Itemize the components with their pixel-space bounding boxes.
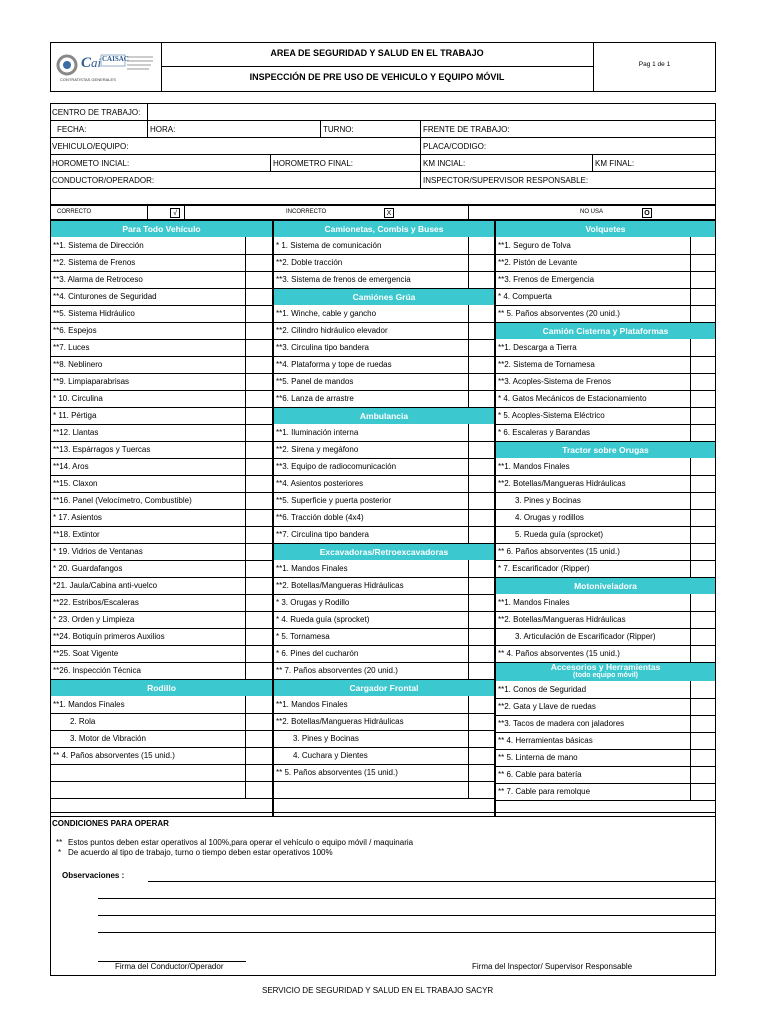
- checklist-item-checkbox[interactable]: [246, 408, 272, 423]
- checklist-item-checkbox[interactable]: [469, 629, 494, 644]
- checklist-item-label: **4. Cinturones de Seguridad: [53, 292, 157, 301]
- checklist-item-checkbox[interactable]: [246, 476, 272, 491]
- section-header: [274, 408, 494, 424]
- checklist-item-label: **1. Mandos Finales: [498, 598, 570, 607]
- checklist-item-label: ** 6. Paños absorventes (15 unid.): [498, 547, 620, 556]
- checklist-item-label: * 5. Acoples-Sistema Eléctrico: [498, 411, 605, 420]
- checklist-item-checkbox[interactable]: [469, 272, 494, 287]
- checklist-item-checkbox[interactable]: [246, 578, 272, 593]
- checklist-item-checkbox[interactable]: [246, 255, 272, 270]
- info-row-line: [50, 120, 716, 121]
- checklist-item-label: 5. Rueda guía (sprocket): [515, 530, 604, 539]
- checklist-item-label: **2. Gata y Llave de ruedas: [498, 702, 596, 711]
- checklist-item-checkbox[interactable]: [691, 561, 715, 576]
- checklist-item-checkbox[interactable]: [469, 238, 494, 253]
- checklist-item-checkbox[interactable]: [469, 374, 494, 389]
- checklist-item-checkbox[interactable]: [691, 459, 715, 474]
- checklist-item-checkbox[interactable]: [469, 476, 494, 491]
- centro-trabajo-label: CENTRO DE TRABAJO:: [52, 108, 141, 117]
- checklist-item-checkbox[interactable]: [246, 595, 272, 610]
- checklist-item-label: * 20. Guardafangos: [53, 564, 123, 573]
- checklist-item-checkbox[interactable]: [469, 595, 494, 610]
- checklist-item-checkbox[interactable]: [469, 578, 494, 593]
- checklist-item-checkbox[interactable]: [691, 374, 715, 389]
- checklist-item-label: **3. Equipo de radiocomunicación: [276, 462, 397, 471]
- checklist-item-label: * 3. Orugas y Rodillo: [276, 598, 350, 607]
- checklist-item-label: **25. Soat Vigente: [53, 649, 119, 658]
- section-title: Ambulancia: [359, 411, 409, 421]
- checklist-item-label: **12. Llantas: [53, 428, 99, 437]
- checklist-item-label: **22. Estribos/Escaleras: [53, 598, 139, 607]
- checklist-item-label: * 1. Sistema de comunicación: [276, 241, 382, 250]
- checklist-item-checkbox[interactable]: [691, 289, 715, 304]
- checklist-item-label: **1. Descarga a Tierra: [498, 343, 577, 352]
- inspector-label: INSPECTOR/SUPERVISOR RESPONSABLE:: [423, 176, 589, 185]
- checklist-item-label: **1. Iluminación interna: [276, 428, 359, 437]
- checklist-item-label: 3. Articulación de Escarificador (Ripper): [515, 632, 656, 641]
- checklist-item-checkbox[interactable]: [691, 699, 715, 714]
- legend-correcto: CORRECTO: [57, 209, 92, 215]
- checklist-item-checkbox[interactable]: [691, 255, 715, 270]
- checklist-item-label: * 10. Circulina: [53, 394, 103, 403]
- checklist-item-label: **16. Panel (Velocímetro, Combustible): [53, 496, 192, 505]
- checklist-item-label: ** 6. Cable para batería: [498, 770, 582, 779]
- checklist-item-label: ** 7. Paños absorventes (20 unid.): [276, 666, 398, 675]
- horometro-inicial-label: HOROMETO INCIAL:: [52, 159, 130, 168]
- section-header: [51, 221, 272, 237]
- checklist-item-checkbox[interactable]: [469, 459, 494, 474]
- checklist-item-checkbox[interactable]: [691, 357, 715, 372]
- checklist-item-label: **14. Aros: [53, 462, 89, 471]
- section-title: Camionetas, Combis y Buses: [324, 224, 444, 234]
- checklist-item-label: [50, 781, 245, 798]
- checklist-item-label: 2. Rola: [70, 717, 96, 726]
- checklist-item-label: **7. Luces: [53, 343, 90, 352]
- checklist-item-checkbox[interactable]: [469, 510, 494, 525]
- checklist-item-checkbox[interactable]: [246, 765, 272, 780]
- checklist-item-checkbox[interactable]: [469, 527, 494, 542]
- checklist-item-label: **3. Alarma de Retroceso: [53, 275, 143, 284]
- checklist-item-label: ** 5. Linterna de mano: [498, 753, 578, 762]
- checklist-item-label: **1. Seguro de Tolva: [498, 241, 571, 250]
- checklist-item-checkbox[interactable]: [246, 272, 272, 287]
- checklist-item-label: **18. Extintor: [53, 530, 100, 539]
- checklist-item-label: **6. Tracción doble (4x4): [276, 513, 364, 522]
- checklist-item-checkbox[interactable]: [246, 459, 272, 474]
- section-title: Camiónes Grúa: [352, 292, 416, 302]
- km-final-label: KM FINAL:: [595, 159, 635, 168]
- info-col-line: [320, 120, 321, 137]
- header-divider-mid: [161, 66, 593, 67]
- checklist-item-checkbox[interactable]: [246, 391, 272, 406]
- checklist-item-label: 4. Orugas y rodillos: [515, 513, 584, 522]
- checklist-item-label: * 4. Rueda guía (sprocket): [276, 615, 370, 624]
- section-header: [274, 680, 494, 696]
- checklist-item-checkbox[interactable]: [246, 425, 272, 440]
- info-row-line: [50, 171, 716, 172]
- firma-conductor-label: Firma del Conductor/Operador: [115, 962, 224, 971]
- checklist-item-checkbox[interactable]: [469, 561, 494, 576]
- checklist-item-label: **1. Mandos Finales: [276, 564, 348, 573]
- checklist-item-checkbox[interactable]: [691, 682, 715, 697]
- checklist-item-label: ** 7. Cable para remolque: [498, 787, 591, 796]
- checklist-item-checkbox[interactable]: [691, 238, 715, 253]
- checklist-item-label: **7. Circulina tipo bandera: [276, 530, 369, 539]
- checklist-item-checkbox[interactable]: [469, 340, 494, 355]
- checklist-item-checkbox[interactable]: [691, 595, 715, 610]
- checklist-item-checkbox[interactable]: [246, 510, 272, 525]
- checklist-item-label: * 5. Tornamesa: [276, 632, 330, 641]
- checklist-item-label: **5. Panel de mandos: [276, 377, 354, 386]
- section-title: Para Todo Vehículo: [122, 224, 201, 234]
- checklist-item-label: **6. Lanza de arrastre: [276, 394, 354, 403]
- checklist-item-checkbox[interactable]: [691, 750, 715, 765]
- firma-inspector-label: Firma del Inspector/ Supervisor Responsable: [472, 962, 633, 971]
- checklist-item-label: * 19. Vidrios de Ventanas: [53, 547, 143, 556]
- logo-text: CAISAC: [102, 55, 129, 63]
- checklist-item-label: **2. Sistema de Tornamesa: [498, 360, 595, 369]
- checklist-item-checkbox[interactable]: [691, 767, 715, 782]
- checklist-item-label: **2. Cilindro hidráulico elevador: [276, 326, 388, 335]
- legend-no-usa: NO USA: [580, 209, 604, 215]
- section-title: Volquetes: [585, 224, 626, 234]
- checklist-item-checkbox[interactable]: [691, 784, 715, 799]
- checklist-item-checkbox[interactable]: [691, 425, 715, 440]
- svg-text:C: C: [81, 55, 92, 71]
- checklist-item-checkbox[interactable]: [691, 272, 715, 287]
- checklist-item-checkbox[interactable]: [246, 663, 272, 678]
- info-col-line: [270, 154, 271, 171]
- note2-text: De acuerdo al tipo de trabajo, turno o tiempo deben estar operativos 100%: [68, 848, 333, 857]
- checklist-item-label: **2. Botellas/Mangueras Hidráulicas: [498, 479, 626, 488]
- checklist-item-checkbox[interactable]: [469, 663, 494, 678]
- checklist-item-label: **6. Espejos: [53, 326, 97, 335]
- checklist-item-label: 4. Cuchara y Dientes: [293, 751, 368, 760]
- checklist-item-checkbox[interactable]: [469, 748, 494, 763]
- checklist-item-checkbox[interactable]: [469, 425, 494, 440]
- checklist-item-label: **2. Botellas/Mangueras Hidráulicas: [276, 581, 404, 590]
- checklist-item-checkbox[interactable]: [469, 306, 494, 321]
- checklist-item-label: **5. Sistema Hidráulico: [53, 309, 135, 318]
- checklist-item-label: **3. Acoples-Sistema de Frenos: [498, 377, 611, 386]
- section-title: Cargador Frontal: [349, 683, 419, 693]
- checklist-item-checkbox[interactable]: [246, 697, 272, 712]
- legend-incorrecto: INCORRECTO: [286, 209, 327, 215]
- checklist-item-checkbox[interactable]: [691, 306, 715, 321]
- checklist-item-checkbox[interactable]: [469, 782, 494, 797]
- section-header: [496, 578, 715, 594]
- checklist-item-checkbox[interactable]: [691, 510, 715, 525]
- turno-label: TURNO:: [323, 125, 354, 134]
- checklist-item-label: [273, 781, 468, 798]
- info-row-line: [50, 154, 716, 155]
- section-title: Tractor sobre Orugas: [562, 445, 649, 455]
- checklist-item-label: 3. Motor de Vibración: [70, 734, 146, 743]
- checklist-item-checkbox[interactable]: [246, 238, 272, 253]
- checklist-item-label: **2. Botellas/Mangueras Hidráulicas: [276, 717, 404, 726]
- checklist-item-checkbox[interactable]: [469, 357, 494, 372]
- checklist-item-checkbox[interactable]: [246, 442, 272, 457]
- logo-caption: CONTRATISTAS GENERALES: [60, 77, 116, 82]
- checklist-item-checkbox[interactable]: [469, 714, 494, 729]
- checklist-item-checkbox[interactable]: [691, 733, 715, 748]
- incorrecto-checkbox[interactable]: X: [384, 208, 394, 218]
- checklist-item-checkbox[interactable]: [691, 391, 715, 406]
- observaciones-label: Observaciones :: [62, 871, 125, 880]
- section-header: [496, 323, 715, 339]
- section-title: Accesorios y Herramientas: [550, 662, 661, 672]
- checklist-item-label: **2. Doble tracción: [276, 258, 343, 267]
- legend-box: [50, 205, 716, 220]
- checklist-item-checkbox[interactable]: [691, 629, 715, 644]
- checklist-item-checkbox[interactable]: [691, 340, 715, 355]
- info-col-line: [420, 120, 421, 188]
- checklist-item-label: ** 4. Herramientas básicas: [498, 736, 593, 745]
- checklist-item-label: ** 5. Paños absorventes (15 unid.): [276, 768, 398, 777]
- checklist-item-checkbox[interactable]: [469, 697, 494, 712]
- conditions-title: CONDICIONES PARA OPERAR: [52, 819, 169, 828]
- checklist-item-label: **1. Sistema de Dirección: [53, 241, 144, 250]
- checklist-item-label: * 6. Pines del cucharón: [276, 649, 359, 658]
- checklist-item-checkbox[interactable]: [469, 255, 494, 270]
- correcto-checkbox[interactable]: √: [170, 208, 180, 218]
- checklist-item-checkbox[interactable]: [246, 544, 272, 559]
- checklist-item-checkbox[interactable]: [691, 646, 715, 661]
- checklist-item-checkbox[interactable]: [469, 323, 494, 338]
- footer-box: [50, 812, 716, 976]
- checklist-item-label: * 6. Escaleras y Barandas: [498, 428, 591, 437]
- checklist-item-label: **1. Mandos Finales: [276, 700, 348, 709]
- legend-line: [184, 205, 185, 220]
- section-header: [274, 544, 494, 560]
- row-line: [495, 800, 716, 801]
- checklist-item-checkbox[interactable]: [246, 748, 272, 763]
- form-title: INSPECCIÓN DE PRE USO DE VEHICULO Y EQUIPO MÓVIL: [249, 72, 505, 82]
- checklist-item-checkbox[interactable]: [469, 646, 494, 661]
- info-row-line: [50, 188, 716, 189]
- checklist-item-label: **2. Pistón de Levante: [498, 258, 578, 267]
- checklist-item-label: **9. Limpiaparabrisas: [53, 377, 130, 386]
- section-subtitle: (todo equipo móvil): [573, 672, 638, 679]
- info-col-line: [147, 120, 148, 137]
- checklist-item-label: * 4. Gatos Mecánicos de Estacionamiento: [498, 394, 647, 403]
- checklist-item-checkbox[interactable]: [246, 493, 272, 508]
- section-header: [274, 221, 494, 237]
- checklist-item-checkbox[interactable]: [691, 493, 715, 508]
- checklist-item-label: **3. Circulina tipo bandera: [276, 343, 369, 352]
- observaciones-line-3[interactable]: [98, 915, 716, 916]
- note2-mark: *: [58, 848, 62, 857]
- checklist-item-label: **1. Conos de Seguridad: [498, 685, 587, 694]
- checklist-item-checkbox[interactable]: [246, 374, 272, 389]
- checklist-item-checkbox[interactable]: [246, 323, 272, 338]
- checklist-item-label: **8. Neblinero: [53, 360, 103, 369]
- checklist-item-checkbox[interactable]: [246, 629, 272, 644]
- checklist-item-checkbox[interactable]: [691, 716, 715, 731]
- observaciones-line-1[interactable]: [148, 881, 716, 882]
- section-header: [51, 680, 272, 696]
- checklist-item-checkbox[interactable]: [469, 391, 494, 406]
- legend-line: [147, 205, 148, 220]
- vehiculo-label: VEHICULO/EQUIPO:: [52, 142, 129, 151]
- checklist-item-label: **1. Winche, cable y gancho: [276, 309, 377, 318]
- checklist-item-label: **3. Tacos de madera con jaladores: [498, 719, 625, 728]
- checklist-item-label: **1. Mandos Finales: [498, 462, 570, 471]
- row-line: [50, 798, 273, 799]
- section-header: [496, 221, 715, 237]
- checklist-item-label: 3. Pines y Bocinas: [293, 734, 359, 743]
- checklist-item-checkbox[interactable]: [469, 731, 494, 746]
- page-number: Pag 1 de 1: [638, 61, 671, 68]
- checklist-item-label: **5. Superficie y puerta posterior: [276, 496, 392, 505]
- checklist-item-label: **15. Claxon: [53, 479, 98, 488]
- checklist-item-label: ** 5. Paños absorventes (20 unid.): [498, 309, 620, 318]
- checklist-item-checkbox[interactable]: [469, 765, 494, 780]
- horometro-final-label: HOROMETRO FINAL:: [273, 159, 354, 168]
- svg-text:ai: ai: [91, 55, 102, 70]
- checklist-item-checkbox[interactable]: [469, 442, 494, 457]
- note1-text: Estos puntos deben estar operativos al 100%,para operar el vehículo o equipo móvil / maquinaria: [68, 838, 414, 847]
- checklist-item-label: * 17. Asientos: [53, 513, 102, 522]
- checklist-item-label: **24. Botiquín primeros Auxilios: [53, 632, 165, 641]
- checklist-item-label: * 4. Compuerta: [498, 292, 552, 301]
- checklist-item-checkbox[interactable]: [246, 306, 272, 321]
- checklist-item-label: * 7. Escarificador (Ripper): [498, 564, 590, 573]
- info-row-line: [50, 137, 716, 138]
- hora-label: HORA:: [150, 125, 176, 134]
- checklist-item-checkbox[interactable]: [691, 408, 715, 423]
- checklist-item-checkbox[interactable]: [246, 782, 272, 797]
- checklist-item-label: **3. Frenos de Emergencia: [498, 275, 595, 284]
- checklist-item-label: [50, 764, 245, 781]
- note1-mark: **: [56, 838, 63, 847]
- checklist-item-checkbox[interactable]: [246, 646, 272, 661]
- section-title: Excavadoras/Retroexcavadoras: [319, 547, 449, 557]
- checklist-item-label: **2. Sistema de Frenos: [53, 258, 136, 267]
- checklist-item-checkbox[interactable]: [691, 544, 715, 559]
- info-col-line: [592, 154, 593, 171]
- section-header: [496, 663, 715, 681]
- checklist-item-label: **2. Botellas/Mangueras Hidráulicas: [498, 615, 626, 624]
- checklist-item-label: **1. Mandos Finales: [53, 700, 125, 709]
- checklist-item-label: * 11. Pértiga: [53, 411, 97, 420]
- section-header: [274, 289, 494, 305]
- checklist-item-label: ** 4. Paños absorventes (15 unid.): [498, 649, 620, 658]
- checklist-item-checkbox[interactable]: [246, 561, 272, 576]
- section-title: Motoniveladora: [574, 581, 637, 591]
- checklist-item-label: **26. Inspección Técnica: [53, 666, 141, 675]
- area-title: AREA DE SEGURIDAD Y SALUD EN EL TRABAJO: [270, 48, 484, 58]
- section-title: Rodillo: [147, 683, 176, 693]
- section-title: Camión Cisterna y Plataformas: [542, 326, 669, 336]
- checklist-item-checkbox[interactable]: [246, 357, 272, 372]
- checklist-item-checkbox[interactable]: [469, 612, 494, 627]
- legend-line: [468, 205, 469, 220]
- checklist-item-checkbox[interactable]: [469, 493, 494, 508]
- service-footer: SERVICIO DE SEGURIDAD Y SALUD EN EL TRABAJO SACYR: [262, 986, 494, 995]
- checklist-item-label: **3. Sistema de frenos de emergencia: [276, 275, 411, 284]
- row-line: [273, 798, 495, 799]
- centro-trabajo-input[interactable]: [148, 104, 715, 119]
- checklist-item-checkbox[interactable]: [246, 527, 272, 542]
- checklist-item-checkbox[interactable]: [691, 476, 715, 491]
- fecha-label: FECHA:: [57, 125, 87, 134]
- checklist-item-label: **4. Plataforma y tope de ruedas: [276, 360, 392, 369]
- km-inicial-label: KM INCIAL:: [423, 159, 466, 168]
- checklist-item-checkbox[interactable]: [246, 340, 272, 355]
- checklist-item-checkbox[interactable]: [246, 612, 272, 627]
- no-usa-checkbox[interactable]: O: [642, 208, 652, 218]
- checklist-item-label: * 23. Orden y Limpieza: [53, 615, 135, 624]
- checklist-item-label: ** 4. Paños absorventes (15 unid.): [53, 751, 175, 760]
- frente-trabajo-label: FRENTE DE TRABAJO:: [423, 125, 510, 134]
- checklist-item-label: 3. Pines y Bocinas: [515, 496, 581, 505]
- observaciones-line-4[interactable]: [98, 932, 716, 933]
- placa-label: PLACA/CODIGO:: [423, 142, 487, 151]
- checklist-item-checkbox[interactable]: [246, 731, 272, 746]
- section-header: [496, 442, 715, 458]
- checklist-item-label: **13. Espárragos y Tuercas: [53, 445, 151, 454]
- conductor-label: CONDUCTOR/OPERADOR:: [52, 176, 155, 185]
- checklist-item-checkbox[interactable]: [691, 612, 715, 627]
- observaciones-line-2[interactable]: [98, 898, 716, 899]
- checklist-item-label: **2. Sirena y megáfono: [276, 445, 359, 454]
- checklist-item-checkbox[interactable]: [246, 289, 272, 304]
- checklist-item-checkbox[interactable]: [691, 527, 715, 542]
- company-logo: [55, 47, 157, 87]
- checklist-item-label: **4. Asientos posteriores: [276, 479, 364, 488]
- checklist-item-checkbox[interactable]: [246, 714, 272, 729]
- checklist-item-label: *21. Jaula/Cabina anti-vuelco: [53, 581, 158, 590]
